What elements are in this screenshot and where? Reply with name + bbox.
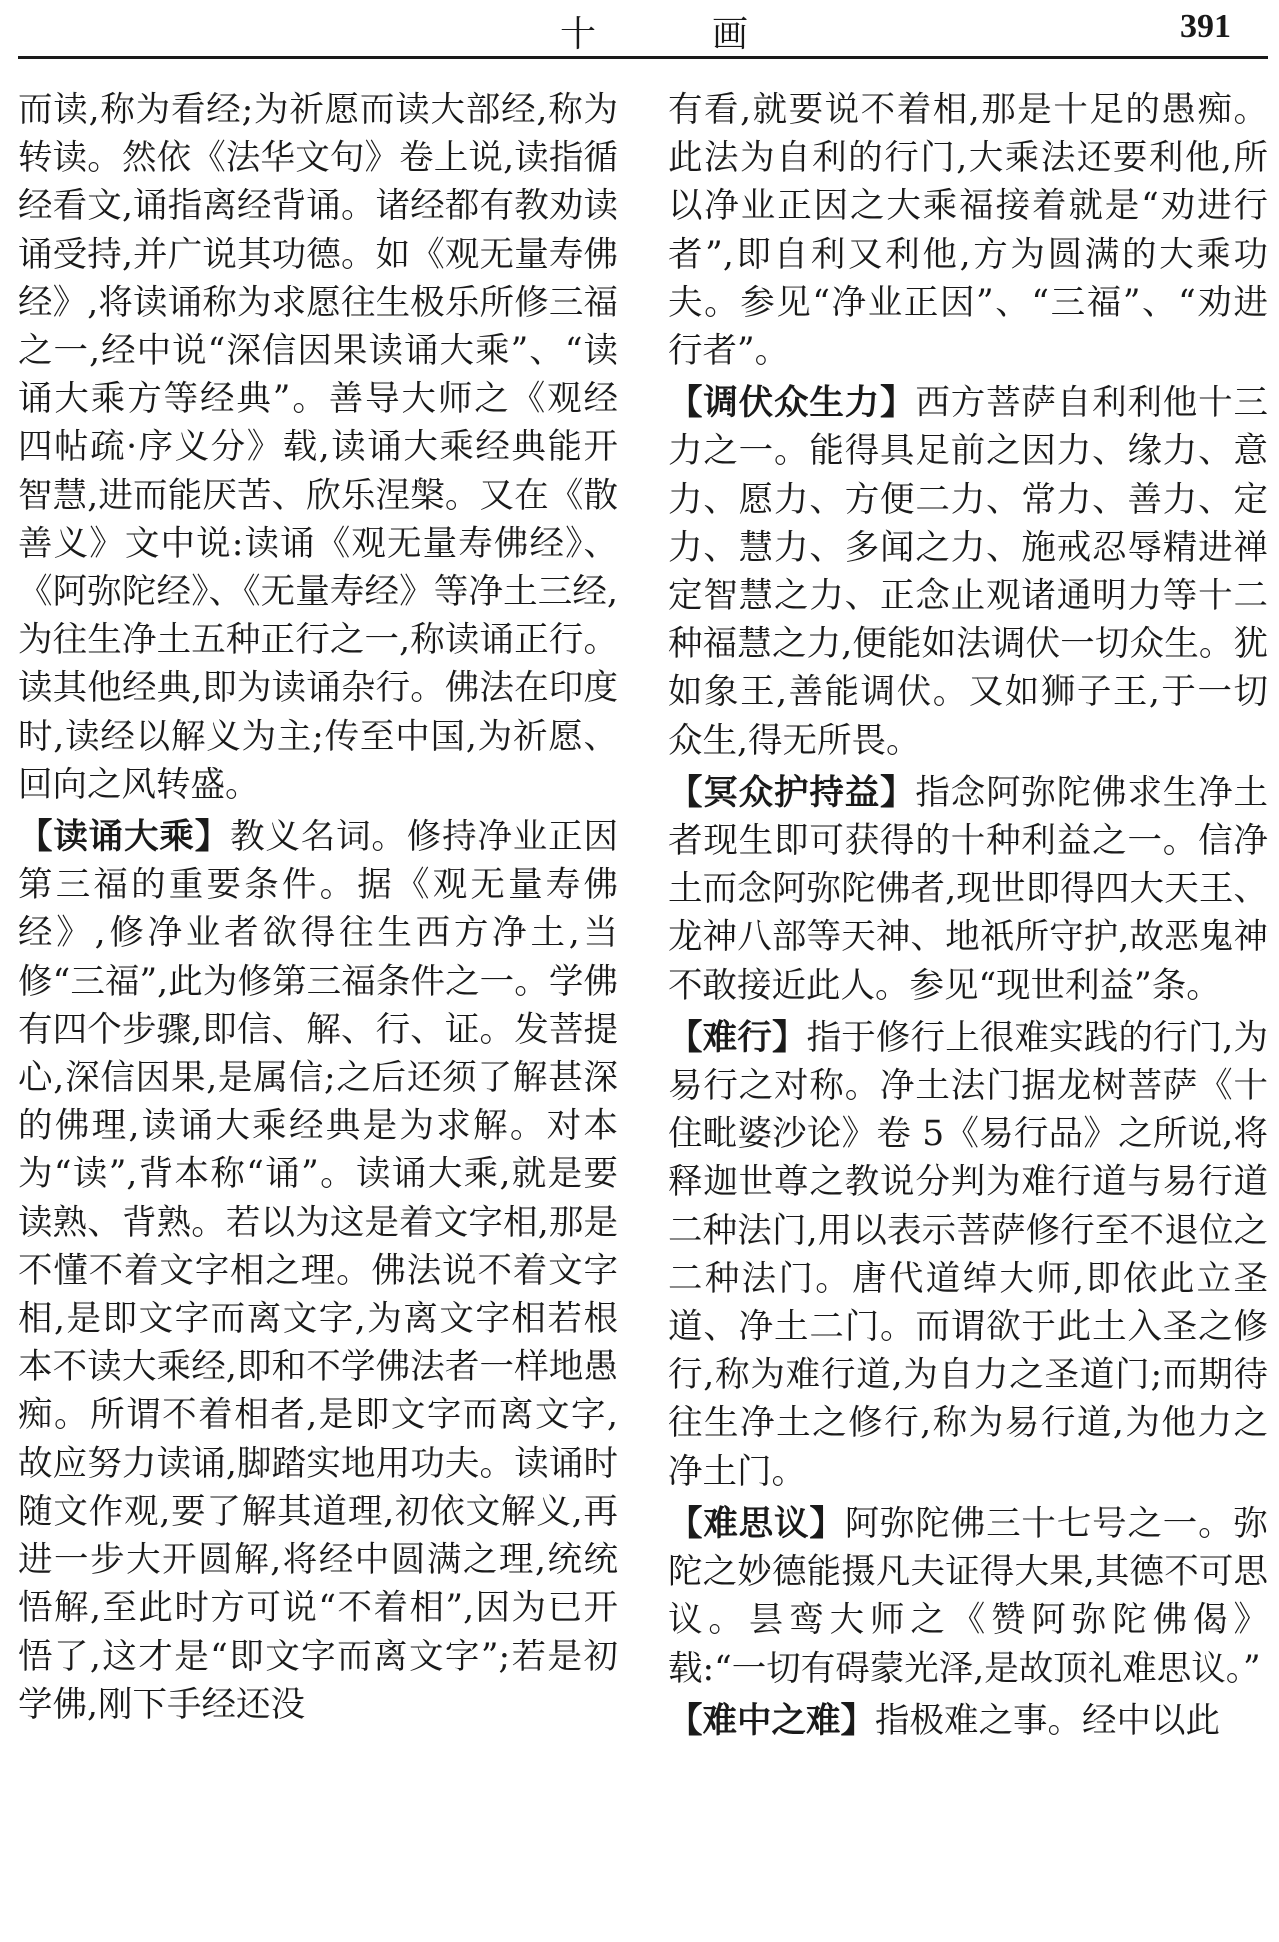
entry-text: 阿弥陀佛三十七号之一。弥陀之妙德能摄凡夫证得大果,其德不可思议。昙鸾大师之《赞阿弥陀佛偈》载:“一切有碍蒙光泽,是故顶礼难思议。”	[668, 1503, 1268, 1689]
section-title: 十 画	[560, 14, 789, 55]
entry-term: 【调伏众生力】	[668, 383, 916, 424]
continued-paragraph: 有看,就要说不着相,那是十足的愚痴。此法为自利的行门,大乘法还要利他,所以净业正因之大乘福接着就是“劝进行者”,即自利又利他,方为圆满的大乘功夫。参见“净业正因”、“三福”、“劝进行者”。	[668, 90, 1268, 372]
dictionary-entry-mingzhong-huchi-yi	[668, 769, 1268, 1010]
entry-term: 【难思议】	[668, 1503, 845, 1544]
entry-text: 指于修行上很难实践的行门,为易行之对称。净土法门据龙树菩萨《十住毗婆沙论》卷 5《易行品》之所说,将释迦世尊之教说分判为难行道与易行道二种法门,用以表示菩萨修行至不退位之二种法门。唐代道绰大师,即依此立圣道、净土二门。而谓欲于此土入圣之修行,称为难行道,为自力之圣道门;而期待往生净土之修行,称为易行道,为他力之净土门。	[668, 1017, 1269, 1492]
entry-term: 【难中之难】	[668, 1700, 875, 1741]
dictionary-entry-nanzhongzhinan	[668, 1697, 1268, 1745]
dictionary-entry-nansiyi	[668, 1500, 1268, 1693]
page-header	[0, 0, 1279, 60]
right-column	[668, 86, 1268, 1745]
dictionary-entry-tiaofu-zhongsheng-li	[668, 379, 1268, 765]
entry-text: 教义名词。修持净业正因第三福的重要条件。据《观无量寿佛经》,修净业者欲得往生西方净土,当修“三福”,此为修第三福条件之一。学佛有四个步骤,即信、解、行、证。发菩提心,深信因果,是属信;之后还须了解甚深的佛理,读诵大乘经典是为求解。对本为“读”,背本称“诵”。读诵大乘,就是要读熟、背熟。若以为这是着文字相,那是不懂不着文字相之理。佛法说不着文字相,是即文字而离文字,为离文字相若根本不读大乘经,即和不学佛法者一样地愚痴。所谓不着相者,是即文字而离文字,故应努力读诵,脚踏实地用功夫。读诵时随文作观,要了解其道理,初依文解义,再进一步大开圆解,将经中圆满之理,统统悟解,至此时方可说“不着相”,因为已开悟了,这才是“即文字而离文字”;若是初学佛,刚下手经还没	[18, 817, 618, 1725]
dictionary-entry-nanxing	[668, 1014, 1268, 1496]
left-column	[18, 86, 618, 1729]
entry-text: 西方菩萨自利利他十三力之一。能得具足前之因力、缘力、意力、愿力、方便二力、常力、善力、定力、慧力、多闻之力、施戒忍辱精进禅定智慧之力、正念止观诸通明力等十二种福慧之力,便能如法调伏一切众生。犹如象王,善能调伏。又如狮子王,于一切众生,得无所畏。	[668, 383, 1268, 761]
entry-term: 【冥众护持益】	[668, 772, 916, 813]
entry-text: 指极难之事。经中以此	[875, 1700, 1220, 1741]
entry-text: 指念阿弥陀佛求生净土者现生即可获得的十种利益之一。信净土而念阿弥陀佛者,现世即得四大天王、龙神八部等天神、地祇所守护,故恶鬼神不敢接近此人。参见“现世利益”条。	[668, 772, 1268, 1006]
dictionary-entry-dusong-dacheng	[18, 813, 618, 1729]
page-number: 391	[1180, 8, 1231, 45]
entry-term: 【难行】	[668, 1017, 807, 1058]
entry-term: 【读诵大乘】	[18, 817, 231, 858]
header-rule	[18, 56, 1268, 59]
continued-paragraph: 而读,称为看经;为祈愿而读大部经,称为转读。然依《法华文句》卷上说,读指循经看文,诵指离经背诵。诸经都有教劝读诵受持,并广说其功德。如《观无量寿佛经》,将读诵称为求愿往生极乐所修三福之一,经中说“深信因果读诵大乘”、“读诵大乘方等经典”。善导大师之《观经四帖疏·序义分》载,读诵大乘经典能开智慧,进而能厌苦、欣乐涅槃。又在《散善义》文中说:读诵《观无量寿佛经》、《阿弥陀经》、《无量寿经》等净土三经,为往生净土五种正行之一,称读诵正行。读其他经典,即为读诵杂行。佛法在印度时,读经以解义为主;传至中国,为祈愿、回向之风转盛。	[18, 90, 618, 805]
